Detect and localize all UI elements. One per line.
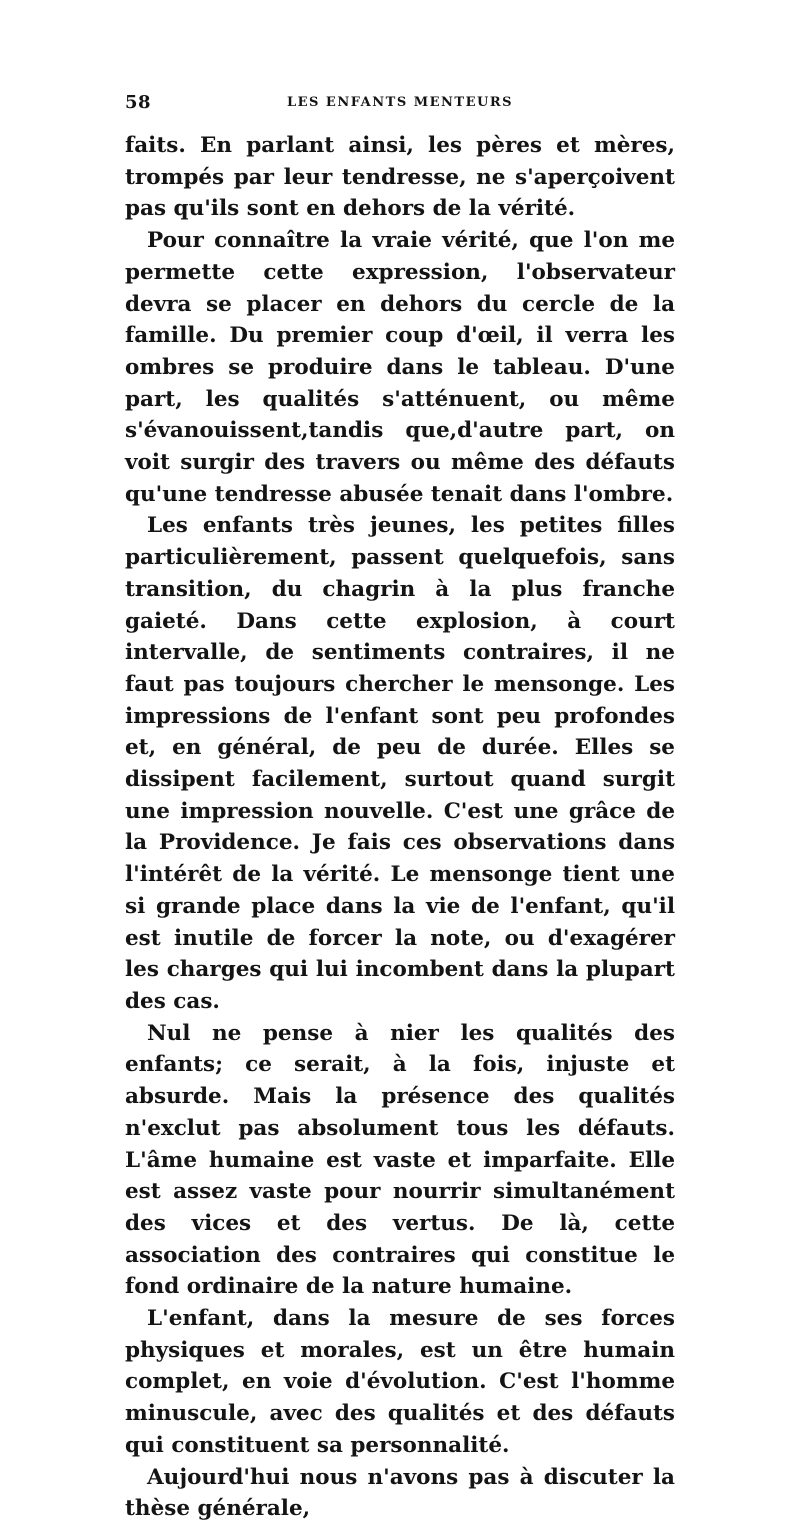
paragraph-1: faits. En parlant ainsi, les pères et mères, trompés par leur tendresse, ne s'aperçoivent pas qu'ils sont en dehors de la vérité.: [125, 133, 675, 222]
body-text: [125, 130, 675, 1525]
paragraph-5: L'enfant, dans la mesure de ses forces physiques et morales, est un être humain complet, en voie d'évolution. C'est l'homme minuscule, avec des qualités et des défauts qui constituent sa personnalité.: [125, 1306, 675, 1458]
paragraph-6: Aujourd'hui nous n'avons pas à discuter la thèse générale,: [125, 1464, 675, 1522]
paragraph-3: Les enfants très jeunes, les petites filles particulièrement, passent quelquefois, sans transition, du chagrin à la plus franche gaieté. Dans cette explosion, à court intervalle, de sentiments contraires, il ne faut pas toujours chercher le mensonge. Les impressions de l'enfant sont peu profondes et, en général, de peu de durée. Elles se dissipent facilement, surtout quand surgit une impression nouvelle. C'est une grâce de la Providence. Je fais ces observations dans l'intérêt de la vérité. Le mensonge tient une si grande place dans la vie de l'enfant, qu'il est inutile de forcer la note, ou d'exagérer les charges qui lui incombent dans la plupart des cas.: [125, 513, 675, 1014]
page-header: [125, 92, 675, 116]
page-number: 58: [125, 92, 152, 113]
paragraph-4: Nul ne pense à nier les qualités des enfants; ce serait, à la fois, injuste et absurde. Mais la présence des qualités n'exclut pas absolument tous les défauts. L'âme humaine est vaste et imparfaite. Elle est assez vaste pour nourrir simultanément des vices et des vertus. De là, cette association des contraires qui constitue le fond ordinaire de la nature humaine.: [125, 1020, 675, 1300]
running-title: LES ENFANTS MENTEURS: [286, 95, 514, 110]
paragraph-2: Pour connaître la vraie vérité, que l'on me permette cette expression, l'observateur devra se placer en dehors du cercle de la famille. Du premier coup d'œil, il verra les ombres se produire dans le tableau. D'une part, les qualités s'atténuent, ou même s'évanouissent,tandis que,d'autre part, on voit surgir des travers ou même des défauts qu'une tendresse abusée tenait dans l'ombre.: [125, 228, 675, 507]
